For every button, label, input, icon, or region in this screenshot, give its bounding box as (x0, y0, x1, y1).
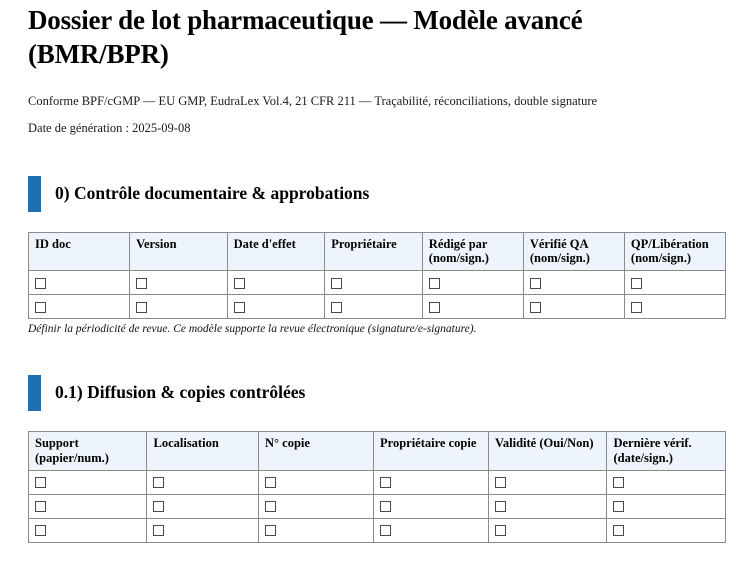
column-header: Rédigé par (nom/sign.) (422, 232, 523, 271)
column-header: QP/Libération (nom/sign.) (624, 232, 725, 271)
checkbox[interactable] (153, 525, 164, 536)
column-header: Support (papier/num.) (29, 432, 147, 471)
table-cell[interactable] (374, 494, 489, 518)
checkbox[interactable] (429, 302, 440, 313)
table-cell[interactable] (130, 271, 228, 295)
table-cell[interactable] (227, 295, 325, 319)
table-cell[interactable] (624, 295, 725, 319)
checkbox[interactable] (35, 302, 46, 313)
table-note-0: Définir la périodicité de revue. Ce modèle supporte la revue électronique (signature/e-signature). (28, 323, 477, 335)
table-cell[interactable] (374, 518, 489, 542)
table-cell[interactable] (227, 271, 325, 295)
table-cell[interactable] (489, 518, 607, 542)
checkbox[interactable] (613, 477, 624, 488)
section-heading-0-1 (28, 375, 726, 411)
checkbox[interactable] (153, 477, 164, 488)
checkbox[interactable] (631, 302, 642, 313)
checkbox[interactable] (495, 477, 506, 488)
table-row (29, 271, 726, 295)
checkbox[interactable] (631, 278, 642, 289)
table-cell[interactable] (29, 518, 147, 542)
checkbox[interactable] (530, 278, 541, 289)
table-cell[interactable] (259, 470, 374, 494)
table-cell[interactable] (147, 518, 259, 542)
checkbox[interactable] (153, 501, 164, 512)
checkbox[interactable] (265, 501, 276, 512)
checkbox[interactable] (35, 477, 46, 488)
page-title: Dossier de lot pharmaceutique — Modèle avancé (BMR/BPR) (28, 5, 583, 69)
table-cell[interactable] (147, 494, 259, 518)
table-cell[interactable] (29, 470, 147, 494)
checkbox[interactable] (380, 477, 391, 488)
section-title-0: 0) Contrôle documentaire & approbations (55, 182, 370, 203)
column-header: Propriétaire copie (374, 432, 489, 471)
checkbox[interactable] (380, 525, 391, 536)
column-header: Version (130, 232, 228, 271)
checkbox[interactable] (331, 302, 342, 313)
checkbox[interactable] (380, 501, 391, 512)
checkbox[interactable] (35, 525, 46, 536)
table-cell[interactable] (374, 470, 489, 494)
document-page (0, 4, 754, 543)
table-header-row (29, 232, 726, 271)
document-subtitle: Conforme BPF/cGMP — EU GMP, EudraLex Vol.4, 21 CFR 211 — Traçabilité, réconciliations, double signature (28, 93, 598, 108)
checkbox[interactable] (265, 477, 276, 488)
table-row (29, 470, 726, 494)
column-header: ID doc (29, 232, 130, 271)
checkbox[interactable] (35, 278, 46, 289)
table-header-row (29, 432, 726, 471)
table-row (29, 494, 726, 518)
checkbox[interactable] (613, 525, 624, 536)
checkbox[interactable] (35, 501, 46, 512)
checkbox[interactable] (429, 278, 440, 289)
checkbox[interactable] (136, 278, 147, 289)
table-controle-documentaire (28, 232, 726, 320)
checkbox[interactable] (495, 525, 506, 536)
checkbox[interactable] (331, 278, 342, 289)
generation-date: Date de génération : 2025-09-08 (28, 120, 191, 135)
checkbox[interactable] (234, 278, 245, 289)
section-heading-0 (28, 176, 726, 212)
column-header: Dernière vérif. (date/sign.) (607, 432, 726, 471)
column-header: Validité (Oui/Non) (489, 432, 607, 471)
table-cell[interactable] (489, 494, 607, 518)
table-cell[interactable] (29, 494, 147, 518)
table-cell[interactable] (624, 271, 725, 295)
table-cell[interactable] (489, 470, 607, 494)
table-cell[interactable] (422, 271, 523, 295)
table-cell[interactable] (325, 295, 423, 319)
column-header: Vérifié QA (nom/sign.) (523, 232, 624, 271)
table-cell[interactable] (607, 470, 726, 494)
column-header: Localisation (147, 432, 259, 471)
table-diffusion-copies (28, 431, 726, 543)
table-cell[interactable] (259, 518, 374, 542)
column-header: Propriétaire (325, 232, 423, 271)
table-cell[interactable] (29, 271, 130, 295)
section-title-0-1: 0.1) Diffusion & copies contrôlées (55, 382, 306, 402)
column-header: N° copie (259, 432, 374, 471)
table-cell[interactable] (130, 295, 228, 319)
table-cell[interactable] (325, 271, 423, 295)
table-cell[interactable] (607, 494, 726, 518)
table-row (29, 518, 726, 542)
table-cell[interactable] (523, 295, 624, 319)
checkbox[interactable] (136, 302, 147, 313)
checkbox[interactable] (265, 525, 276, 536)
table-cell[interactable] (607, 518, 726, 542)
table-cell[interactable] (523, 271, 624, 295)
checkbox[interactable] (495, 501, 506, 512)
checkbox[interactable] (613, 501, 624, 512)
checkbox[interactable] (234, 302, 245, 313)
table-cell[interactable] (422, 295, 523, 319)
section-accent-bar (28, 176, 41, 212)
table-row (29, 295, 726, 319)
table-cell[interactable] (147, 470, 259, 494)
column-header: Date d'effet (227, 232, 325, 271)
section-accent-bar (28, 375, 41, 411)
table-cell[interactable] (29, 295, 130, 319)
checkbox[interactable] (530, 302, 541, 313)
table-cell[interactable] (259, 494, 374, 518)
